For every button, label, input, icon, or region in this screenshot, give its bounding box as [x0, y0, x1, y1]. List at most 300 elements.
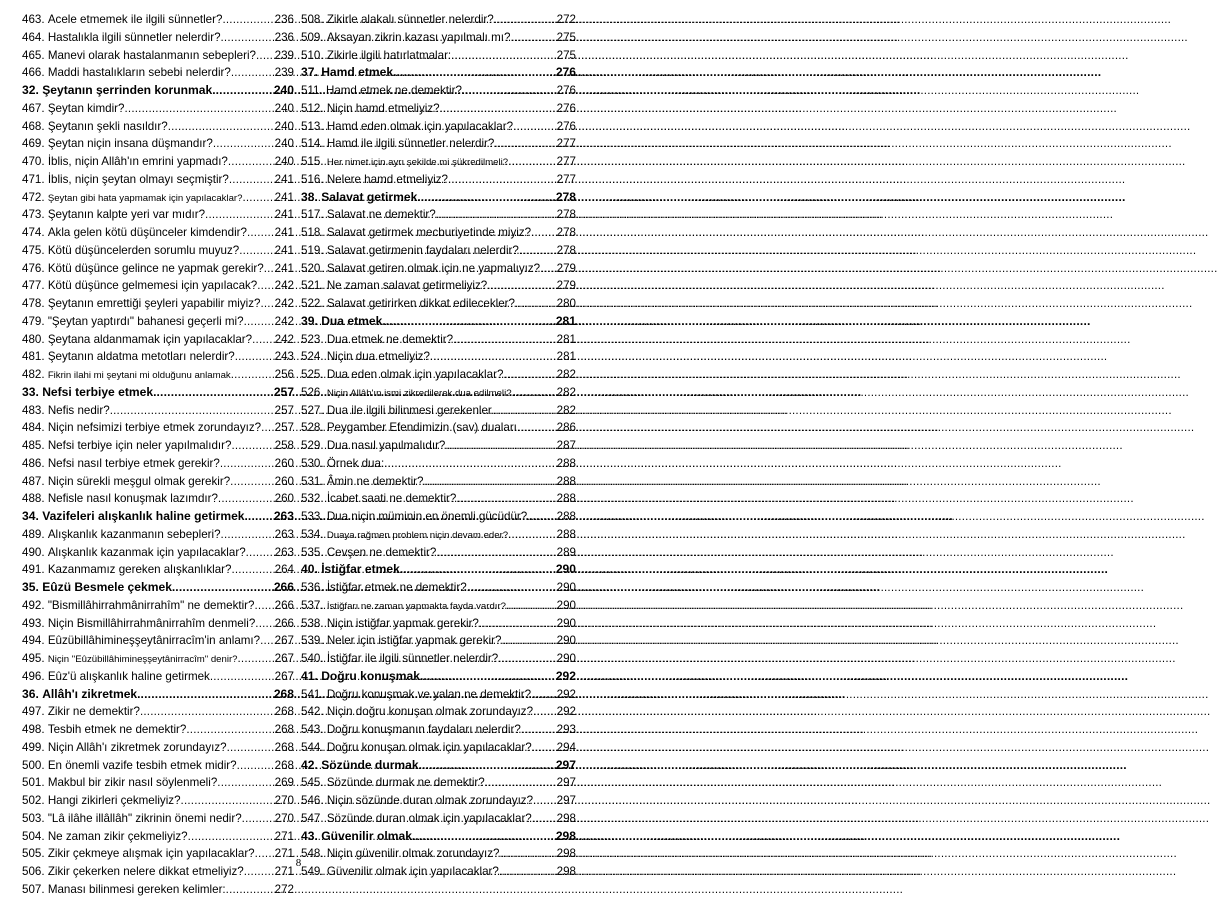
dot-leader — [494, 402, 555, 420]
entry-number: 43. — [301, 828, 318, 843]
entry-page-number: 263 — [274, 545, 294, 559]
dot-leader — [156, 384, 272, 402]
entry-number: 544. — [301, 740, 324, 754]
entry-title: Eûzü Besmele çekmek. — [42, 580, 176, 594]
entry-number: 524. — [301, 350, 324, 364]
entry-number: 542. — [301, 705, 324, 719]
entry-title: Niçin istiğfar yapmak gerekir? — [326, 616, 479, 630]
entry-number: 522. — [301, 297, 324, 310]
dot-leader — [430, 348, 556, 366]
entry-number: 36. — [22, 686, 39, 701]
entry-number: 521. — [301, 279, 324, 293]
dot-leader — [255, 615, 273, 633]
entry-page-number: 270 — [274, 811, 294, 825]
entry-title: Alışkanlık kazanmanın sebepleri? — [47, 527, 221, 541]
entry-title: Nefsi terbiye etmek. — [42, 384, 157, 399]
toc-entry — [301, 455, 576, 473]
entry-page-number: 292 — [556, 687, 576, 701]
entry-title: Eûz'ü alışkanlık haline getirmek — [47, 669, 210, 683]
entry-page-number: 267 — [274, 634, 294, 648]
dot-leader — [231, 561, 273, 579]
toc-entry — [301, 650, 576, 668]
toc-entry — [22, 277, 294, 295]
toc-entry — [301, 419, 576, 437]
toc-entry — [301, 224, 576, 242]
dot-leader — [540, 260, 556, 278]
entry-title: Dua niçin müminin en önemli gücüdür? — [326, 510, 528, 523]
entry-title: Hangi zikirleri çekmeliyiz? — [47, 794, 181, 807]
entry-page-number: 257 — [273, 384, 294, 399]
toc-entry — [22, 721, 294, 739]
entry-page-number: 267 — [274, 652, 294, 665]
entry-title: Sözünde durmak ne demektir? — [326, 776, 485, 790]
entry-number: 479. — [22, 314, 45, 328]
entry-number: 472. — [22, 190, 45, 204]
dot-leader — [531, 224, 556, 242]
entry-page-number: 241 — [274, 261, 294, 275]
toc-left-column — [22, 11, 294, 899]
entry-title: Şeytanın emrettiği şeyleri yapabilir miyiz? — [47, 297, 261, 310]
entry-page-number: 288 — [556, 474, 576, 488]
toc-entry — [22, 810, 294, 828]
entry-page-number: 290 — [556, 598, 576, 612]
toc-entry — [301, 703, 576, 721]
dot-leader — [462, 82, 556, 100]
entry-title: Güvenilir olmak. — [321, 828, 416, 843]
entry-number: 499. — [22, 740, 45, 754]
entry-title: Şeytan niçin insana düşmandır? — [47, 137, 213, 151]
entry-number: 523. — [301, 332, 324, 346]
toc-entry — [22, 739, 294, 757]
toc-entry — [301, 206, 576, 224]
dot-leader — [230, 473, 274, 491]
dot-leader — [260, 295, 273, 313]
dot-leader — [246, 544, 274, 562]
entry-page-number: 242 — [274, 297, 294, 310]
entry-title: Güvenilir olmak için yapılacaklar? — [326, 865, 499, 878]
dot-leader — [501, 632, 555, 650]
dot-leader — [527, 508, 555, 526]
entry-page-number: 279 — [556, 261, 576, 275]
entry-number: 33. — [22, 384, 39, 399]
toc-section-heading — [22, 579, 294, 597]
entry-number: 463. — [22, 13, 45, 26]
entry-title: Niçin sürekli meşgul olmak gerekir? — [47, 474, 231, 488]
toc-entry — [301, 29, 576, 47]
entry-title: Niçin "Eûzübillâhimineşşeytânirracîm" denir? — [47, 654, 238, 665]
dot-leader — [237, 757, 274, 775]
entry-page-number: 278 — [555, 189, 576, 204]
entry-title: Niçin hamd etmeliyiz? — [326, 101, 440, 115]
entry-page-number: 258 — [274, 439, 294, 452]
entry-title: Salavat getirmenin faydaları nelerdir? — [326, 243, 519, 257]
entry-title: Alışkanlık kazanmak için yapılacaklar? — [47, 545, 246, 559]
entry-number: 492. — [22, 598, 45, 612]
entry-page-number: 297 — [556, 776, 576, 790]
entry-page-number: 288 — [556, 492, 576, 506]
entry-page-number: 298 — [556, 811, 576, 825]
entry-number: 37. — [301, 65, 318, 80]
dot-leader — [532, 739, 556, 757]
entry-number: 496. — [22, 669, 45, 683]
toc-entry — [301, 810, 576, 828]
entry-page-number: 241 — [274, 208, 294, 222]
entry-title: Zikir çekerken nelere dikkat etmeliyiz? — [47, 865, 244, 878]
entry-number: 41. — [301, 668, 318, 683]
dot-leader — [227, 739, 274, 757]
entry-title: Hamd etmek ne demektir? — [325, 84, 462, 97]
entry-title: Manevi olarak hastalanmanın sebepleri? — [47, 48, 256, 62]
dot-leader — [221, 526, 274, 544]
entry-title: İstiğfar etmek. — [321, 562, 404, 577]
entry-page-number: 281 — [555, 313, 576, 328]
entry-title: Zikir ne demektir? — [47, 705, 140, 719]
entry-title: Hamd ile ilgili sünnetler nelerdir? — [326, 137, 495, 151]
entry-page-number: 294 — [556, 740, 576, 754]
entry-title: Şeytanın aldatma metotları nelerdir? — [47, 350, 235, 364]
entry-number: 508. — [301, 13, 324, 26]
entry-page-number: 267 — [274, 669, 294, 683]
toc-entry — [301, 348, 576, 366]
entry-number: 486. — [22, 456, 45, 470]
entry-page-number: 242 — [274, 279, 294, 293]
toc-entry — [22, 526, 294, 544]
entry-title: Dua etmek. — [321, 313, 386, 328]
entry-number: 480. — [22, 332, 45, 346]
entry-title: Ne zaman salavat getirmeliyiz? — [326, 279, 488, 293]
toc-entry — [301, 171, 576, 189]
entry-title: Doğru konuşan olmak için yapılacaklar? — [326, 740, 532, 754]
entry-title: Niçin dua etmeliyiz? — [326, 350, 430, 364]
entry-title: Aksayan zikrin kazası yapılmalı mı? — [326, 30, 511, 44]
toc-entry — [301, 277, 576, 295]
dot-leader — [231, 437, 273, 455]
entry-number: 543. — [301, 723, 324, 736]
entry-number: 468. — [22, 119, 45, 133]
dot-leader — [175, 579, 273, 597]
entry-number: 501. — [22, 776, 45, 790]
entry-page-number: 290 — [556, 652, 576, 665]
entry-number: 483. — [22, 403, 45, 417]
dot-leader — [238, 650, 274, 668]
toc-entry — [301, 508, 576, 526]
entry-title: "Lâ ilâhe illâllâh" zikrinin önemi nedir? — [47, 811, 242, 825]
entry-title: Dua ile ilgili bilinmesi gerekenler. — [326, 403, 495, 417]
toc-right-column — [301, 11, 576, 881]
toc-entry — [22, 668, 294, 686]
entry-number: 475. — [22, 243, 45, 257]
entry-page-number: 297 — [556, 794, 576, 807]
entry-page-number: 290 — [555, 562, 576, 577]
entry-page-number: 263 — [273, 509, 294, 523]
entry-title: Salavat getirirken dikkat edilecekler? — [326, 297, 515, 310]
entry-number: 548. — [301, 847, 324, 861]
toc-section-heading — [301, 757, 576, 775]
entry-number: 464. — [22, 30, 45, 44]
dot-leader — [217, 774, 273, 792]
entry-page-number: 298 — [555, 828, 576, 843]
entry-page-number: 288 — [556, 527, 576, 541]
entry-page-number: 266 — [274, 616, 294, 630]
entry-page-number: 298 — [556, 865, 576, 878]
toc-entry — [22, 331, 294, 349]
entry-title: Kötü düşünce gelince ne yapmak gerekir? — [47, 261, 264, 275]
toc-entry — [22, 153, 294, 171]
entry-page-number: 278 — [556, 226, 576, 239]
entry-number: 35. — [22, 580, 39, 594]
entry-page-number: 268 — [273, 686, 294, 701]
entry-number: 481. — [22, 350, 45, 364]
entry-page-number: 282 — [556, 403, 576, 417]
toc-entry — [301, 437, 576, 455]
toc-section-heading — [301, 668, 576, 686]
entry-page-number: 277 — [556, 137, 576, 151]
entry-title: Sözünde duran olmak için yapılacaklar? — [326, 811, 532, 825]
dot-leader — [448, 171, 556, 189]
entry-page-number: 263 — [274, 527, 294, 541]
toc-entry — [301, 597, 576, 615]
toc-entry — [22, 313, 294, 331]
dot-leader — [229, 171, 274, 189]
entry-title: Örnek dua: — [326, 456, 385, 470]
entry-page-number: 275 — [556, 48, 576, 62]
entry-number: 491. — [22, 563, 45, 577]
entry-title: Şeytanın şerrinden korunmak. — [42, 83, 216, 97]
entry-title: Kötü düşüncelerden sorumlu muyuz? — [47, 243, 240, 257]
dot-leader — [218, 490, 274, 508]
entry-title: İblis, niçin şeytan olmayı seçmiştir? — [47, 172, 229, 186]
entry-number: 520. — [301, 261, 324, 275]
dot-leader — [386, 313, 555, 331]
entry-number: 506. — [22, 865, 45, 878]
entry-page-number: 269 — [274, 776, 294, 790]
entry-number: 528. — [301, 421, 324, 435]
entry-number: 549. — [301, 865, 324, 878]
entry-title: Şeytanın kalpte yeri var mıdır? — [47, 208, 206, 222]
entry-number: 500. — [22, 758, 45, 772]
toc-entry — [301, 100, 576, 118]
dot-leader — [110, 402, 274, 420]
entry-page-number: 272 — [556, 13, 576, 26]
entry-page-number: 290 — [556, 581, 576, 594]
dot-leader — [216, 82, 273, 100]
dot-leader — [494, 11, 556, 29]
entry-number: 527. — [301, 403, 324, 417]
entry-title: Sözünde durmak. — [321, 757, 422, 772]
entry-page-number: 289 — [556, 545, 576, 559]
dot-leader — [531, 686, 556, 704]
dot-leader — [231, 366, 274, 384]
entry-number: 533. — [301, 510, 324, 523]
entry-number: 466. — [22, 66, 45, 80]
entry-number: 546. — [301, 794, 324, 807]
entry-title: En önemli vazife tesbih etmek midir? — [47, 758, 237, 772]
entry-title: Acele etmemek ile ilgili sünnetler? — [47, 13, 223, 26]
entry-page-number: 260 — [274, 474, 294, 488]
toc-entry — [22, 437, 294, 455]
dot-leader — [440, 100, 556, 118]
entry-number: 509. — [301, 30, 324, 44]
entry-title: Manası bilinmesi gereken kelimler: — [47, 882, 226, 896]
entry-number: 495. — [22, 652, 45, 665]
toc-entry — [22, 615, 294, 633]
dot-leader — [248, 508, 273, 526]
toc-entry — [301, 135, 576, 153]
entry-number: 541. — [301, 687, 324, 701]
dot-leader — [436, 544, 555, 562]
toc-entry — [301, 686, 576, 704]
toc-entry — [301, 153, 576, 171]
entry-title: Zikirle ilgili hatırlatmalar: — [326, 48, 452, 62]
entry-page-number: 241 — [274, 226, 294, 239]
entry-title: Niçin Allâh'ın ismi zikredilerek dua edilmeli? — [326, 387, 512, 399]
entry-page-number: 241 — [274, 190, 294, 204]
entry-page-number: 278 — [556, 243, 576, 257]
entry-number: 34. — [22, 509, 39, 523]
entry-title: Doğru konuşmanın faydaları nelerdir? — [326, 723, 521, 736]
entry-page-number: 282 — [556, 368, 576, 381]
toc-entry — [22, 419, 294, 437]
entry-title: Dua nasıl yapılmalıdır? — [326, 439, 446, 452]
toc-entry — [301, 579, 576, 597]
entry-title: Nefis nedir? — [47, 403, 110, 417]
entry-number: 545. — [301, 776, 324, 790]
entry-number: 489. — [22, 527, 45, 541]
entry-title: Duaya rağmen problem niçin devam eder? — [326, 529, 509, 541]
dot-leader — [256, 47, 274, 65]
entry-page-number: 276 — [556, 101, 576, 115]
dot-leader — [242, 810, 274, 828]
entry-number: 512. — [301, 101, 324, 115]
dot-leader — [213, 135, 274, 153]
toc-section-heading — [301, 828, 576, 846]
dot-leader — [422, 757, 555, 775]
dot-leader — [231, 64, 274, 82]
dot-leader — [519, 242, 556, 260]
entry-page-number: 290 — [556, 634, 576, 648]
toc-entry — [22, 402, 294, 420]
entry-page-number: 278 — [556, 208, 576, 222]
entry-page-number: 277 — [556, 155, 576, 168]
entry-number: 476. — [22, 261, 45, 275]
entry-page-number: 240 — [274, 155, 294, 168]
toc-entry — [301, 295, 576, 313]
entry-title: Peygamber Efendimizin (sav) duaları — [326, 421, 517, 435]
dot-leader — [205, 206, 274, 224]
entry-number: 503. — [22, 811, 45, 825]
entry-title: Tesbih etmek ne demektir? — [47, 723, 187, 736]
entry-page-number: 270 — [274, 794, 294, 807]
entry-title: Kazanmamız gereken alışkanlıklar? — [47, 563, 232, 577]
entry-number: 539. — [301, 634, 324, 648]
dot-leader — [396, 64, 554, 82]
entry-number: 531. — [301, 474, 324, 488]
toc-entry — [301, 384, 576, 402]
dot-leader — [168, 118, 274, 136]
entry-number: 498. — [22, 723, 45, 736]
entry-page-number: 292 — [555, 668, 576, 683]
entry-page-number: 272 — [274, 882, 294, 896]
dot-leader — [247, 224, 274, 242]
entry-number: 485. — [22, 439, 45, 452]
toc-entry — [22, 650, 294, 668]
dot-leader — [255, 597, 274, 615]
entry-title: İblis, niçin Allâh'ın emrini yapmadı? — [47, 155, 228, 168]
dot-leader — [415, 828, 555, 846]
toc-entry — [22, 11, 294, 29]
entry-number: 490. — [22, 545, 45, 559]
toc-entry — [301, 242, 576, 260]
toc-entry — [22, 118, 294, 136]
entry-page-number: 236 — [274, 30, 294, 44]
entry-title: Şeytan gibi hata yapmamak için yapılacaklar? — [47, 192, 243, 204]
entry-number: 478. — [22, 297, 45, 310]
toc-entry — [22, 757, 294, 775]
entry-title: Niçin Bismillâhirrahmânirrahîm denmeli? — [47, 616, 256, 630]
entry-number: 493. — [22, 616, 45, 630]
entry-number: 511. — [301, 84, 323, 97]
dot-leader — [451, 47, 556, 65]
dot-leader — [485, 774, 556, 792]
dot-leader — [221, 29, 274, 47]
entry-title: Salavat getiren olmak için ne yapmalıyız? — [326, 261, 541, 275]
entry-number: 534. — [301, 527, 324, 541]
entry-number: 537. — [301, 598, 324, 612]
toc-entry — [301, 82, 576, 100]
dot-leader — [521, 721, 556, 739]
entry-title: Ne zaman zikir çekmeliyiz? — [47, 829, 188, 843]
dot-leader — [533, 703, 556, 721]
entry-number: 514. — [301, 137, 324, 151]
entry-page-number: 239 — [274, 66, 294, 80]
entry-number: 517. — [301, 208, 324, 222]
entry-title: "Bismillâhirrahmânirrahîm" ne demektir? — [47, 598, 255, 612]
entry-page-number: 260 — [274, 492, 294, 506]
entry-number: 471. — [22, 172, 45, 186]
dot-leader — [423, 473, 555, 491]
toc-entry — [22, 632, 294, 650]
dot-leader — [532, 810, 556, 828]
entry-number: 525. — [301, 368, 324, 381]
entry-title: Cevşen ne demektir? — [326, 545, 437, 559]
toc-entry — [301, 11, 576, 29]
entry-number: 507. — [22, 882, 45, 896]
entry-page-number: 257 — [274, 421, 294, 435]
entry-page-number: 279 — [556, 279, 576, 293]
entry-number: 538. — [301, 616, 324, 630]
entry-number: 467. — [22, 101, 45, 115]
dot-leader — [533, 792, 556, 810]
entry-number: 540. — [301, 652, 324, 665]
entry-page-number: 280 — [556, 297, 576, 310]
entry-title: Şeytana aldanmamak için yapılacaklar? — [47, 332, 253, 346]
toc-entry — [22, 189, 294, 207]
entry-title: Kötü düşünce gelmemesi için yapılacak? — [47, 279, 258, 293]
entry-page-number: 288 — [556, 456, 576, 470]
entry-title: Zikir çekmeye alışmak için yapılacaklar? — [47, 847, 255, 861]
entry-number: 529. — [301, 439, 324, 452]
dot-leader — [508, 153, 556, 171]
toc-entry — [22, 544, 294, 562]
dot-leader — [222, 11, 273, 29]
entry-number: 516. — [301, 172, 324, 186]
entry-title: "Şeytan yaptırdı" bahanesi geçerli mi? — [47, 314, 244, 328]
dot-leader — [512, 384, 556, 402]
dot-leader — [445, 437, 555, 455]
entry-number: 518. — [301, 226, 324, 239]
toc-entry — [22, 828, 294, 846]
toc-entry — [22, 29, 294, 47]
